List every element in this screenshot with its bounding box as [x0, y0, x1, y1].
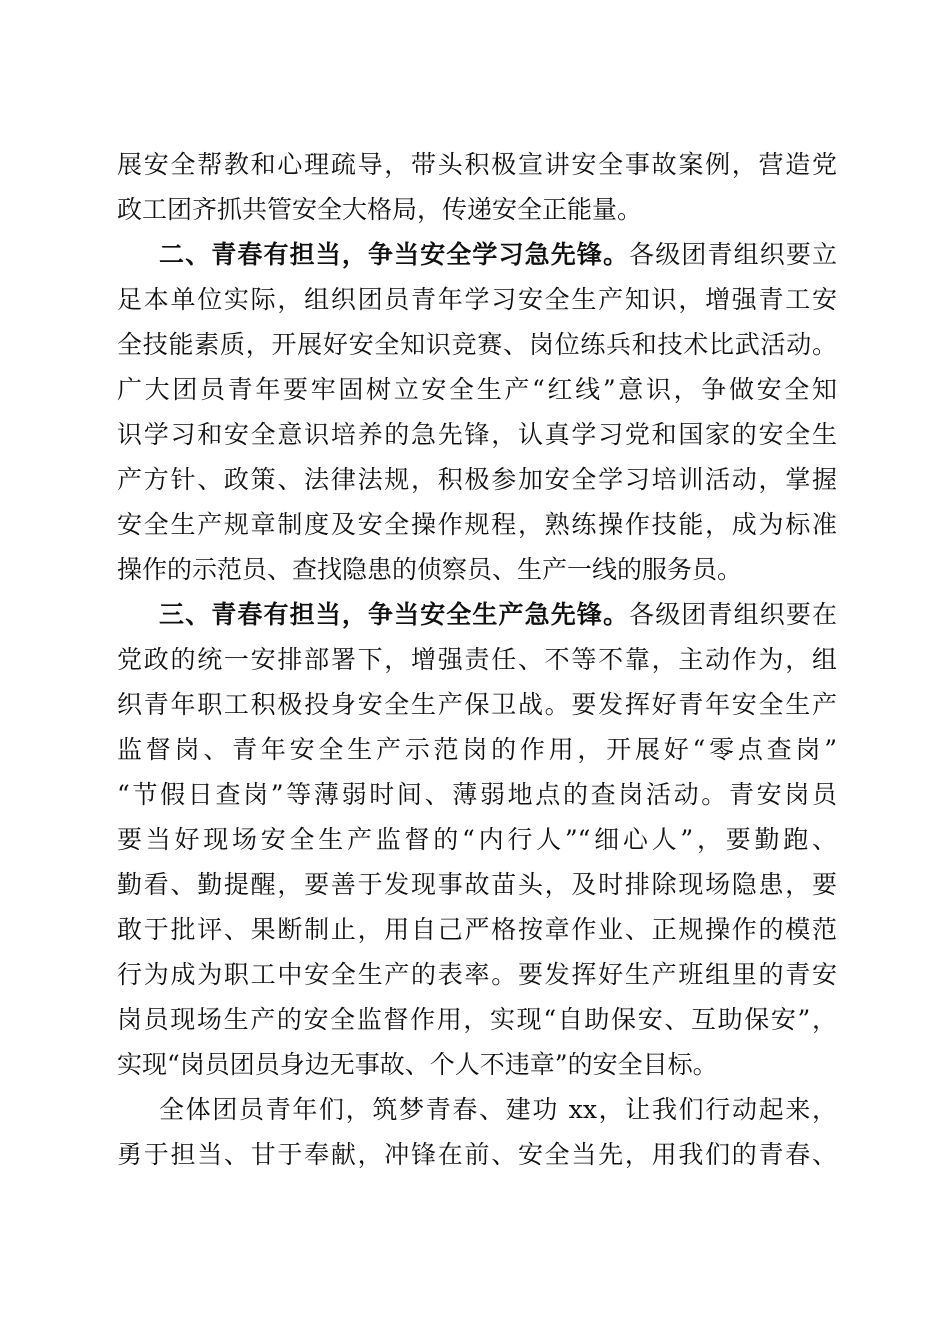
- text-line: 敢于批评、果断制止，用自己严格按章作业、正规操作的模范: [117, 915, 837, 944]
- text-line: 产方针、政策、法律法规，积极参加安全学习培训活动，掌握: [117, 465, 837, 494]
- text-line: 要当好现场安全生产监督的“内行人”“细心人”，要勤跑、: [117, 825, 837, 854]
- text-line: 政工团齐抓共管安全大格局，传递安全正能量。: [117, 195, 643, 224]
- section-heading-three: 三、青春有担当，争当安全生产急先锋。: [159, 600, 630, 629]
- text-line: 全体团员青年们，筑梦青春、建功 xx，让我们行动起来，: [159, 1095, 837, 1124]
- text-line: “节假日查岗”等薄弱时间、薄弱地点的查岗活动。青安岗员: [117, 780, 837, 809]
- text-line: 识学习和安全意识培养的急先锋，认真学习党和国家的安全生: [117, 420, 837, 449]
- text-line: 足本单位实际，组织团员青年学习安全生产知识，增强青工安: [117, 285, 837, 314]
- paragraph-first-line: [117, 592, 837, 637]
- paragraph-two: [117, 232, 837, 592]
- text-line: 监督岗、青年安全生产示范岗的作用，开展好“零点查岗”: [117, 735, 837, 764]
- text-line: 行为成为职工中安全生产的表率。要发挥好生产班组里的青安: [117, 960, 837, 989]
- text-line: 勤看、勤提醒，要善于发现事故苗头，及时排除现场隐患，要: [117, 870, 837, 899]
- text-line: 岗员现场生产的安全监督作用，实现“自助保安、互助保安”，: [117, 1005, 837, 1034]
- text-line: 展安全帮教和心理疏导，带头积极宣讲安全事故案例，营造党: [117, 150, 837, 179]
- text-line: 勇于担当、甘于奉献，冲锋在前、安全当先，用我们的青春、: [117, 1140, 837, 1169]
- document-page: [117, 142, 837, 1177]
- text-line: 党政的统一安排部署下，增强责任、不等不靠，主动作为，组: [117, 645, 837, 674]
- text-line: 操作的示范员、查找隐患的侦察员、生产一线的服务员。: [117, 555, 743, 584]
- text-line: 织青年职工积极投身安全生产保卫战。要发挥好青年安全生产: [117, 690, 837, 719]
- paragraph-intro: [117, 142, 837, 232]
- paragraph-three: [117, 592, 837, 1087]
- section-heading-two: 二、青春有担当，争当安全学习急先锋。: [159, 240, 630, 269]
- text-segment: 各级团青组织要在: [629, 600, 837, 629]
- paragraph-first-line: [117, 232, 837, 277]
- paragraph-closing: [117, 1087, 837, 1177]
- text-line: 广大团员青年要牢固树立安全生产“红线”意识，争做安全知: [117, 375, 837, 404]
- text-line: 安全生产规章制度及安全操作规程，熟练操作技能，成为标准: [117, 510, 837, 539]
- text-line: 全技能素质，开展好安全知识竞赛、岗位练兵和技术比武活动。: [117, 330, 837, 359]
- text-line: 实现“岗员团员身边无事故、个人不违章”的安全目标。: [117, 1050, 718, 1079]
- text-segment: 各级团青组织要立: [629, 240, 837, 269]
